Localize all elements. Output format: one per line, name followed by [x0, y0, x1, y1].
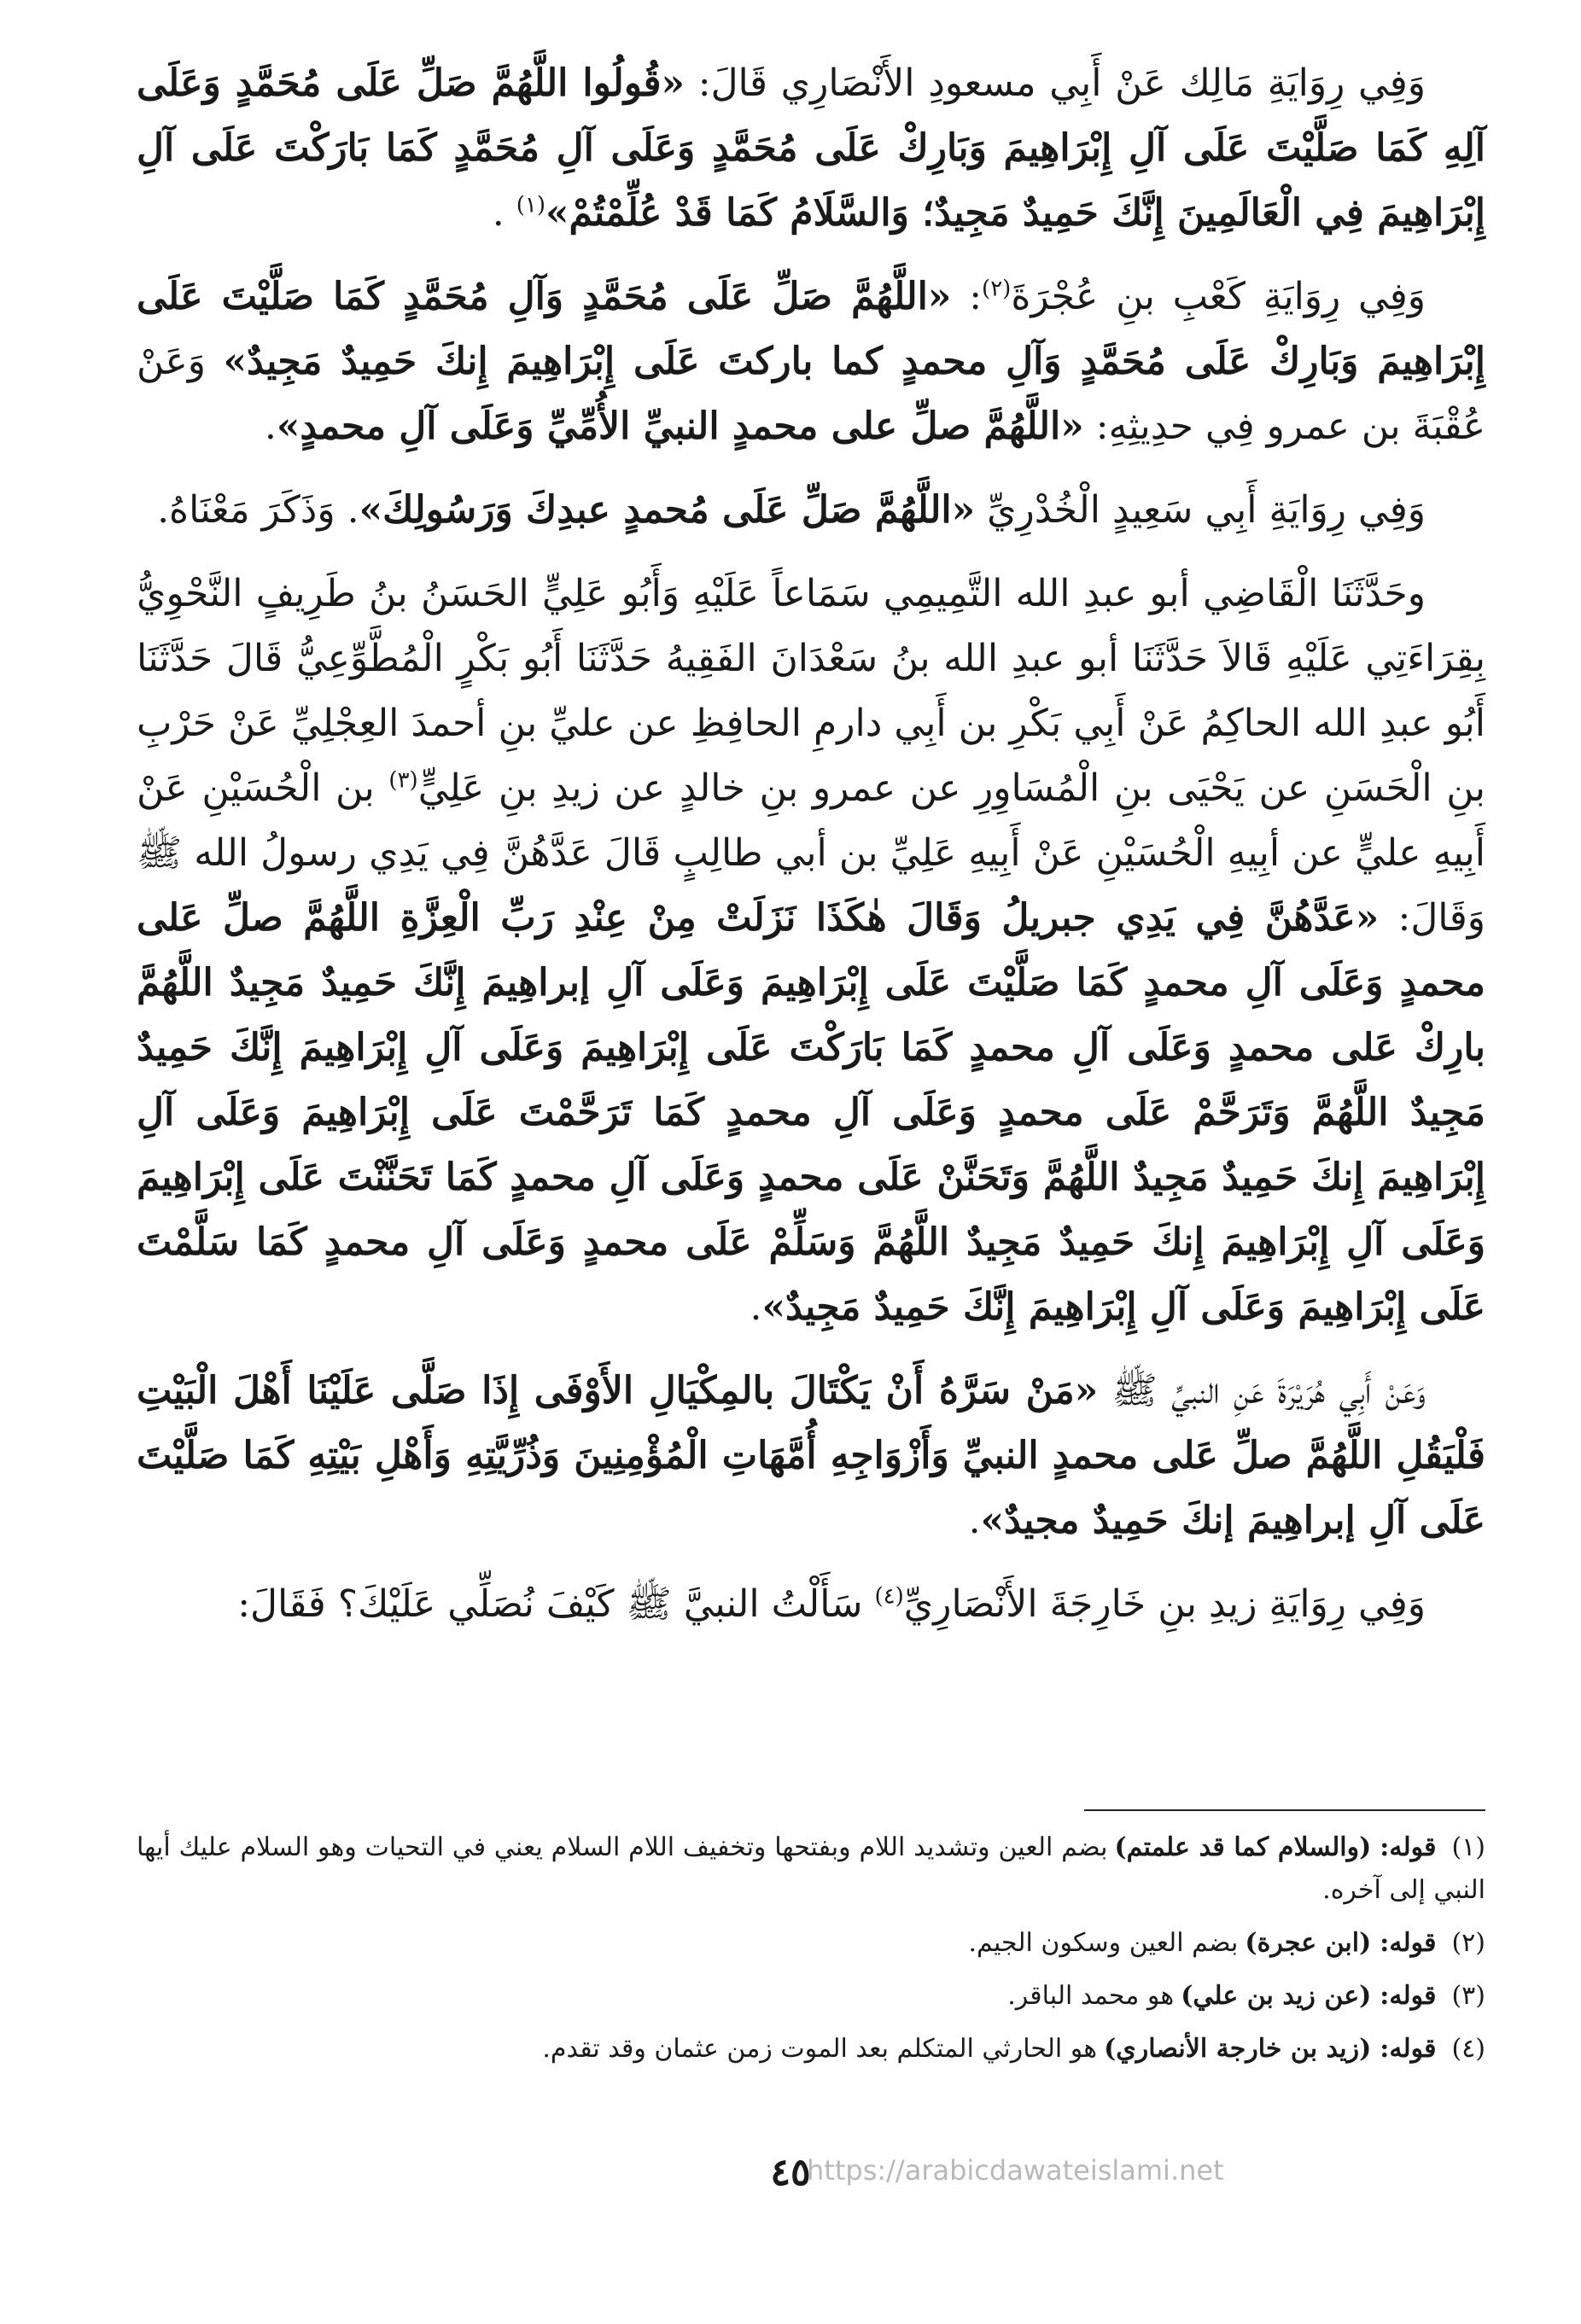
paragraph-abu-hurayra — [137, 1359, 1485, 1553]
paragraph-outro: . — [264, 405, 277, 448]
paragraph-outro: . — [492, 191, 516, 235]
paragraph-intro-2: : — [951, 275, 983, 318]
footnote-phrase: (زيد بن خارجة الأنصاري) — [1104, 2034, 1372, 2064]
paragraph-middle: بن الْحُسَيْنِ عَنْ أَبِيهِ عليٍّ عن أبِيهِ الْحُسَيْنِ عَنْ أَبِيهِ عَلِيِّ بن أبي طالِبٍ قَالَ عَدَّهُنَّ فِي يَدِي رسولُ الله ﷺ وَقَالَ: — [137, 766, 1485, 940]
footnote-phrase: (ابن عجرة) — [1245, 1928, 1372, 1958]
footnote-number: (٤) — [1451, 2034, 1485, 2064]
footnote-text: بضم العين وتشديد اللام وبفتحها وتخفيف اللام السلام يعني في التحيات وهو السلام عليك أيها النبي إلى آخره. — [137, 1832, 1485, 1905]
hadith-quote: «مَنْ سَرَّهُ أَنْ يَكْتَالَ بالمِكْيَالِ الأَوْفَى إِذَا صَلَّى عَلَيْنَا أَهْلَ الْبَيْتِ فَلْيَقُلِ اللَّهُمَّ صلِّ عَلى محمدٍ النبيِّ وَأَزْوَاجِهِ أُمَّهَاتِ الْمُؤْمِنِينَ وَذُرِّيَّتِهِ وَأَهْلِ بَيْتِهِ كَمَا صَلَّيْتَ عَلَى آلِ إبراهِيمَ إنكَ حَمِيدٌ مجيدٌ» — [137, 1369, 1485, 1542]
footnote-ref: (٢) — [982, 276, 1012, 302]
paragraph-intro: وَفِي رِوَايَةِ مَالِك عَنْ أَبِي مسعودِ الأَنْصَارِي قَالَ: — [685, 61, 1426, 105]
hadith-quote: «اللَّهُمَّ صَلِّ عَلَى مُحمدٍ عبدِكَ وَرَسُولِكَ» — [359, 488, 976, 532]
footnote-label: قوله: — [1380, 1928, 1437, 1958]
paragraph-isnad — [137, 562, 1485, 1340]
footnote-text: هو محمد الباقر. — [1007, 1981, 1175, 2011]
footnotes — [137, 1826, 1485, 2081]
hadith-quote: «قُولُوا اللَّهُمَّ صَلِّ عَلَى مُحَمَّدٍ وَعَلَى آلِهِ كَمَا صَلَّيْتَ عَلَى آلِ إِبْرَاهِيمَ وَبَارِكْ عَلَى مُحَمَّدٍ وَعَلَى آلِ مُحَمَّدٍ كَمَا بَارَكْتَ عَلَى آلِ إِبْرَاهِيمَ فِي الْعَالَمِينَ إِنَّكَ حَمِيدٌ مَجِيدٌ؛ وَالسَّلَامُ كَمَا قَدْ عُلِّمْتُمْ» — [137, 61, 1485, 235]
paragraph-intro: وَفِي رِوَايَةِ أَبِي سَعِيدٍ الْخُدْرِيِّ — [975, 488, 1426, 532]
footnote-label: قوله: — [1380, 2034, 1437, 2064]
footnote-ref: (٣) — [388, 767, 418, 794]
footnote-3 — [137, 1975, 1485, 2018]
hadith-quote-2: «اللَّهُمَّ صلِّ على محمدٍ النبيِّ الأُمِّيِّ وَعَلَى آلِ محمدٍ» — [276, 405, 1084, 448]
paragraph-outro: . — [750, 1285, 762, 1329]
paragraph-intro: وَعَنْ أَبِي هُرَيْرَةَ عَنِ النبيِّ ﷺ — [1098, 1369, 1426, 1412]
footnote-phrase: (عن زيد بن علي) — [1181, 1981, 1372, 2011]
footnote-text: هو الحارثي المتكلم بعد الموت زمن عثمان وقد تقدم. — [542, 2034, 1098, 2064]
footnote-ref: (١) — [516, 192, 546, 218]
main-text — [137, 51, 1485, 1637]
footnote-separator — [1084, 1809, 1485, 1811]
footnote-label: قوله: — [1380, 1832, 1437, 1862]
footnote-number: (٣) — [1451, 1981, 1485, 2011]
footnote-text: بضم العين وسكون الجيم. — [968, 1928, 1239, 1958]
hadith-quote: «عَدَّهُنَّ فِي يَدِي جبريلُ وَقَالَ هٰكَذَا نَزَلَتْ مِنْ عِنْدِ رَبِّ الْعِزَّةِ اللَّهُمَّ صلِّ عَلى محمدٍ وَعَلَى آلِ محمدٍ كَمَا صَلَّيْتَ عَلَى إِبْرَاهِيمَ وَعَلَى آلِ إبراهِيمَ إِنَّكَ حَمِيدٌ مَجِيدٌ اللَّهُمَّ بارِكْ عَلى محمدٍ وَعَلَى آلِ محمدٍ كَمَا بَارَكْتَ عَلَى إِبْرَاهِيمَ وَعَلَى آلِ إِبْرَاهِيمَ إِنَّكَ حَمِيدٌ مَجِيدٌ اللَّهُمَّ وَتَرَحَّمْ عَلَى محمدٍ وَعَلَى آلِ محمدٍ كَمَا تَرَحَّمْتَ عَلَى إِبْرَاهِيمَ وَعَلَى آلِ إِبْرَاهِيمَ إِنكَ حَمِيدٌ مَجِيدٌ اللَّهُمَّ وَتَحَنَّنْ عَلَى محمدٍ وَعَلَى آلِ محمدٍ كَمَا تَحَنَّنْتَ عَلَى إِبْرَاهِيمَ وَعَلَى آلِ إِبْرَاهِيمَ إِنكَ حَمِيدٌ مَجِيدٌ اللَّهُمَّ وَسَلِّمْ عَلَى محمدٍ وَعَلَى آلِ محمدٍ كَمَا سَلَّمْتَ عَلَى إِبْرَاهِيمَ وَعَلَى آلِ إِبْرَاهِيمَ إِنَّكَ حَمِيدٌ مَجِيدٌ» — [137, 896, 1486, 1329]
paragraph-intro: وَفِي رِوَايَةِ زيدِ بنِ خَارِجَةَ الأَنْصَارِيِّ — [903, 1582, 1426, 1626]
page-number: ٤٥ — [770, 2151, 811, 2194]
paragraph-middle: سَأَلْتُ النبيَّ ﷺ كَيْفَ نُصَلِّي عَلَيْكَ؟ فَقَالَ: — [237, 1582, 875, 1626]
footnote-1 — [137, 1826, 1485, 1912]
paragraph-malik — [137, 51, 1485, 246]
footnote-label: قوله: — [1380, 1981, 1437, 2011]
footnote-4 — [137, 2028, 1485, 2071]
book-page — [137, 51, 1485, 2270]
paragraph-intro: وحَدَّثَنَا الْقَاضِي أبو عبدِ الله التَّمِيمِي سَمَاعاً عَلَيْهِ وَأَبُو عَلِيٍّ الحَسَنُ بنُ طَرِيفٍ النَّحْوِيُّ بِقِرَاءَتِي عَلَيْهِ قَالاَ حَدَّثَنَا أبو عبدِ الله بنُ سَعْدَانَ الفَقِيهُ حَدَّثَنَا أَبُو بَكْرٍ الْمُطَّوِّعِيُّ قَالَ حَدَّثَنَا أَبُو عبدِ الله الحاكِمُ عَنْ أَبِي بَكْرِ بن أَبِي دارمِ الحافِظِ عن عليِّ بنِ أحمدَ العِجْلِيِّ عَنْ حَرْبِ بنِ الْحَسَنِ عن يَحْيَى بنِ الْمُسَاوِرِ عن عمرو بنِ خالدٍ عن زيدِ بنِ عَلِيٍّ — [137, 572, 1485, 810]
footnote-number: (١) — [1451, 1832, 1485, 1862]
footnote-phrase: (والسلام كما قد علمتم) — [1114, 1832, 1372, 1862]
hadith-quote: «اللَّهُمَّ صَلِّ عَلَى مُحَمَّدٍ وَآلِ مُحَمَّدٍ كَمَا صَلَّيْتَ عَلَى إِبْرَاهِيمَ وَبَارِكْ عَلَى مُحَمَّدٍ وَآلِ محمدٍ كما باركتَ عَلَى إِبْرَاهِيمَ إِنكَ حَمِيدٌ مَجِيدٌ» — [137, 275, 1485, 383]
paragraph-outro: . — [968, 1499, 981, 1542]
paragraph-outro: . وَذَكَرَ مَعْنَاهُ. — [157, 488, 359, 532]
paragraph-zayd — [137, 1572, 1485, 1637]
paragraph-kaab — [137, 265, 1485, 459]
watermark-url: https://arabicdawateislami.net — [807, 2154, 1224, 2187]
footnote-number: (٢) — [1451, 1928, 1485, 1958]
paragraph-intro: وَفِي رِوَايَةِ كَعْبِ بنِ عُجْرَةَ — [1011, 275, 1426, 318]
footnote-ref: (٤) — [874, 1583, 904, 1610]
footnote-2 — [137, 1922, 1485, 1965]
paragraph-middle: وَعَنْ عُقْبَةَ بن عمرو فِي حدِيثِهِ: — [137, 340, 1485, 448]
paragraph-khudri — [137, 478, 1485, 543]
